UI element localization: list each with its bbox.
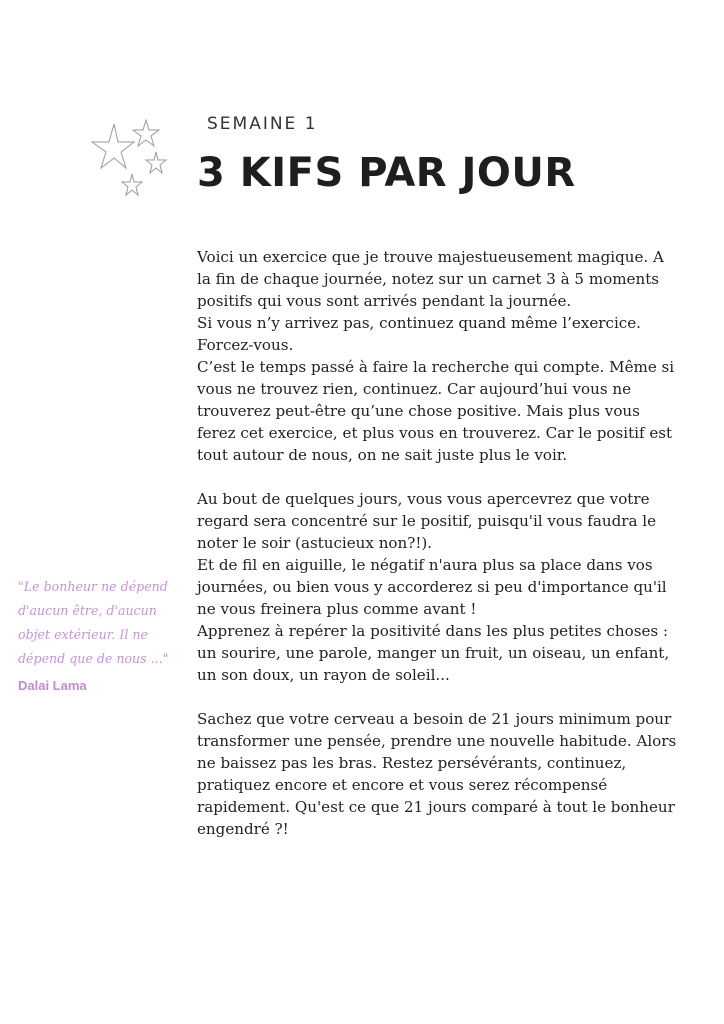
body-text	[197, 246, 679, 862]
week-label: SEMAINE 1	[207, 114, 318, 134]
text-line: Au bout de quelques jours, vous vous apercevrez que votre regard sera concentré sur le positif, puisqu'il vous faudra le noter le soir (astucieux non?!).	[197, 490, 657, 552]
text-line: Apprenez à repérer la positivité dans les plus petites choses : un sourire, une parole, manger un fruit, un oiseau, un enfant, un son doux, un rayon de soleil...	[197, 622, 670, 684]
page-title: 3 KIFS PAR JOUR	[197, 150, 576, 196]
text-line: Et de fil en aiguille, le négatif n'aura plus sa place dans vos journées, ou bien vous y accorderez si peu d'importance qu'il ne vous freinera plus comme avant !	[197, 556, 667, 618]
text-line: C’est le temps passé à faire la recherche qui compte. Même si vous ne trouvez rien, continuez. Car aujourd’hui vous ne trouverez peut-être qu’une chose positive. Mais plus vous ferez cet exercice, et plus vous en trouverez. Car le positif est tout autour de nous, on ne sait juste plus le voir.	[197, 358, 675, 464]
sidebar-quote: "Le bonheur ne dépend d'aucun être, d'aucun objet extérieur. Il ne dépend que de nous ..."	[18, 579, 169, 666]
stars-icon	[88, 118, 174, 200]
text-line: Voici un exercice que je trouve majestueusement magique. A la fin de chaque journée, notez sur un carnet 3 à 5 moments positifs qui vous sont arrivés pendant la journée.	[197, 248, 664, 310]
quote-author: Dalai Lama	[18, 678, 87, 693]
text-line: Sachez que votre cerveau a besoin de 21 jours minimum pour transformer une pensée, prendre une nouvelle habitude. Alors ne baissez pas les bras. Restez persévérants, continuez, pratiquez encore et encore et vous serez récompensé rapidement. Qu'est ce que 21 jours comparé à tout le bonheur engendré ?!	[197, 710, 677, 838]
paragraph	[197, 488, 679, 686]
paragraph	[197, 246, 679, 466]
text-line: Si vous n’y arrivez pas, continuez quand même l’exercice. Forcez-vous.	[197, 314, 641, 354]
paragraph	[197, 708, 679, 840]
